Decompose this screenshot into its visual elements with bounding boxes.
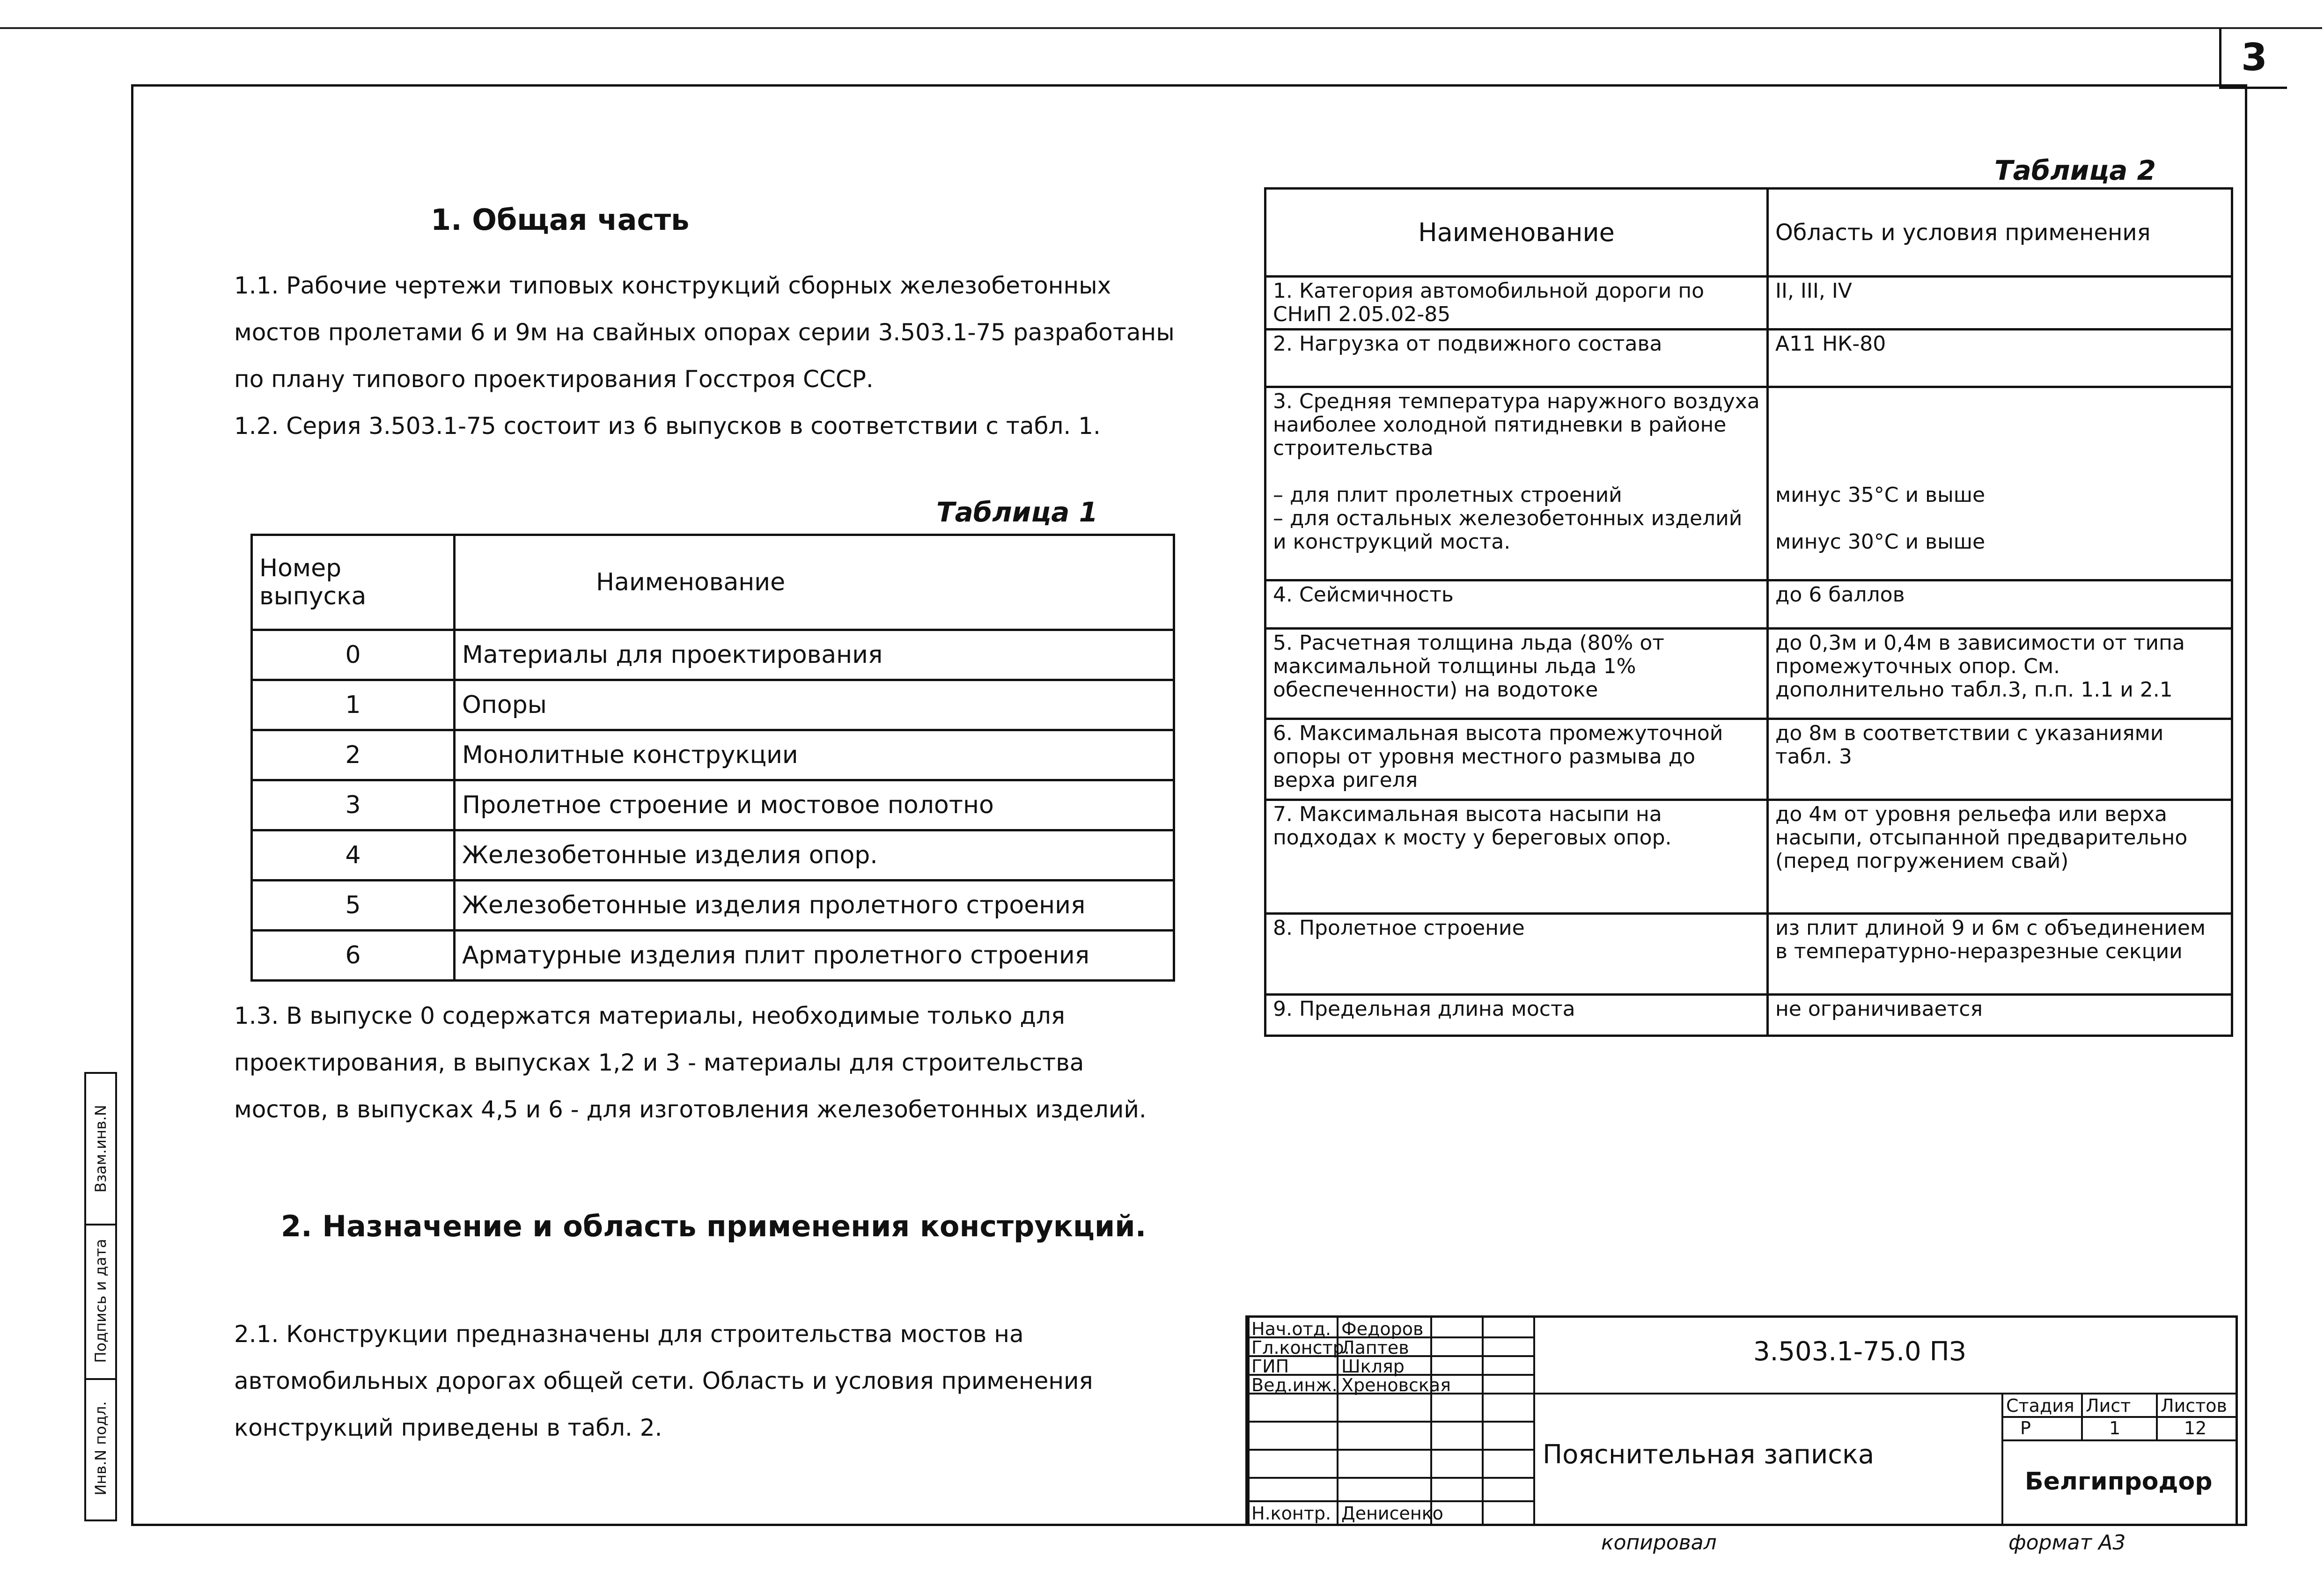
format-label: формат А3 — [2008, 1531, 2126, 1555]
table1-caption: Таблица 1 — [936, 496, 1098, 528]
paragraph-1-1: 1.1. Рабочие чертежи типовых конструкций сборных железобетонных мостов пролетами 6 и 9м на свайных опорах серии 3.503.1-75 разработаны по плану типового проектирования Госстроя СССР. — [234, 272, 1175, 393]
param-name: 5. Расчетная толщина льда (80% от максимальной толщины льда 1% обеспеченности) на водотоке — [1265, 629, 1768, 719]
side-cell — [86, 1224, 115, 1380]
issue-name: Пролетное строение и мостовое полотно — [455, 780, 1174, 830]
param-subname: – для плит пролетных строений — [1273, 483, 1622, 507]
issue-name: Опоры — [455, 680, 1174, 730]
param-name: 9. Предельная длина моста — [1265, 995, 1768, 1036]
issue-number: 6 — [252, 931, 455, 981]
issue-name: Материалы для проектирования — [455, 630, 1174, 680]
organization-name: Белгипродор — [2025, 1468, 2213, 1496]
table-row — [1265, 580, 2232, 629]
signer-name: Лаптев — [1341, 1337, 1409, 1358]
signer-name: Шкляр — [1341, 1356, 1405, 1377]
param-name: 4. Сейсмичность — [1265, 580, 1768, 629]
paragraph-2-1: 2.1. Конструкции предназначены для строительства мостов на автомобильных дорогах общей сети. Область и условия применения конструкций приведены в табл. 2. — [234, 1321, 1093, 1441]
section1-heading: 1. Общая часть — [431, 203, 690, 237]
paragraph-1-2: 1.2. Серия 3.503.1-75 состоит из 6 выпусков в соответствии с табл. 1. — [234, 412, 1101, 440]
issue-number: 4 — [252, 830, 455, 881]
sheet-number: 3 — [2219, 28, 2287, 89]
param-name: 8. Пролетное строение — [1265, 914, 1768, 995]
table1-header-row — [252, 535, 1174, 630]
table2-header-conditions: Область и условия применения — [1768, 189, 2232, 277]
table-row — [252, 780, 1174, 830]
param-value: II, III, IV — [1768, 277, 2232, 330]
param-value-group — [1768, 387, 2232, 580]
section2-heading: 2. Назначение и область применения конструкций. — [281, 1209, 1147, 1243]
signer-name: Хреновская — [1341, 1375, 1451, 1395]
side-label: Инв.N подл. — [92, 1401, 110, 1496]
copied-by-label: копировал — [1601, 1531, 1717, 1555]
table-row — [1265, 387, 2232, 580]
param-name-group — [1265, 387, 1768, 580]
sheets-value: 12 — [2184, 1418, 2207, 1439]
issue-name: Монолитные конструкции — [455, 730, 1174, 780]
table-row — [1265, 719, 2232, 800]
sheet-value: 1 — [2109, 1418, 2121, 1439]
param-value: до 6 баллов — [1768, 580, 2232, 629]
table-row — [1265, 277, 2232, 330]
stage-label: Стадия — [2006, 1395, 2074, 1416]
table-row — [1265, 914, 2232, 995]
side-label: Взам.инв.N — [92, 1105, 110, 1193]
param-name: 2. Нагрузка от подвижного состава — [1265, 330, 1768, 387]
side-label: Подпись и дата — [92, 1239, 110, 1363]
param-value: А11 НК-80 — [1768, 330, 2232, 387]
issue-number: 3 — [252, 780, 455, 830]
document-code: 3.503.1-75.0 ПЗ — [1753, 1336, 1966, 1367]
issue-number: 2 — [252, 730, 455, 780]
table-row — [252, 680, 1174, 730]
side-approval-strip — [84, 1072, 117, 1521]
document-title: Пояснительная записка — [1543, 1439, 1875, 1470]
param-subname: – для остальных железобетонных изделий и конструкций моста. — [1273, 506, 1743, 554]
issue-number: 0 — [252, 630, 455, 680]
param-value: из плит длиной 9 и 6м с объединением в температурно-неразрезные секции — [1768, 914, 2232, 995]
param-value: минус 30°С и выше — [1775, 530, 1986, 554]
param-name: 7. Максимальная высота насыпи на подходах к мосту у береговых опор. — [1265, 800, 1768, 914]
issue-name: Арматурные изделия плит пролетного строения — [455, 931, 1174, 981]
issue-number: 5 — [252, 881, 455, 931]
role: Н.контр. — [1251, 1503, 1331, 1524]
issue-name: Железобетонные изделия опор. — [455, 830, 1174, 881]
sheet-label: Лист — [2086, 1395, 2131, 1416]
param-value: до 0,3м и 0,4м в зависимости от типа промежуточных опор. См. дополнительно табл.3, п.п. 1.1 и 2.1 — [1768, 629, 2232, 719]
role: Нач.отд. — [1251, 1319, 1331, 1339]
table1-header-name: Наименование — [455, 535, 1174, 630]
table2-caption: Таблица 2 — [1994, 154, 2156, 186]
signer-name: Денисенко — [1341, 1503, 1443, 1524]
issue-name: Железобетонные изделия пролетного строения — [455, 881, 1174, 931]
paragraph-1-3: 1.3. В выпуске 0 содержатся материалы, необходимые только для проектирования, в выпусках 1,2 и 3 - материалы для строительства мостов, в выпусках 4,5 и 6 - для изготовления железобетонных изделий. — [234, 1002, 1147, 1123]
table-row — [252, 881, 1174, 931]
table-row — [252, 730, 1174, 780]
table-row — [252, 830, 1174, 881]
issue-number: 1 — [252, 680, 455, 730]
role: Гл.констр. — [1251, 1337, 1350, 1358]
table-row — [252, 931, 1174, 981]
table-row — [1265, 800, 2232, 914]
table-row — [1265, 330, 2232, 387]
table-row — [1265, 995, 2232, 1036]
side-cell — [86, 1378, 115, 1519]
table2 — [1264, 187, 2233, 1037]
top-edge-line — [0, 27, 2322, 29]
title-block — [1245, 1315, 2238, 1526]
param-value: минус 35°С и выше — [1775, 483, 1986, 507]
signer-name: Федоров — [1341, 1319, 1424, 1339]
table1 — [250, 534, 1175, 982]
side-cell — [86, 1074, 115, 1226]
param-value: до 4м от уровня рельефа или верха насыпи, отсыпанной предварительно (перед погружением свай) — [1768, 800, 2232, 914]
role: Вед.инж. — [1251, 1375, 1338, 1395]
table-row — [1265, 629, 2232, 719]
stage-value: Р — [2020, 1418, 2031, 1439]
table2-header-name: Наименование — [1265, 189, 1768, 277]
role: ГИП — [1251, 1356, 1289, 1377]
table1-header-number: Номер выпуска — [252, 535, 455, 630]
param-name: 6. Максимальная высота промежуточной опоры от уровня местного размыва до верха ригеля — [1265, 719, 1768, 800]
param-name: 3. Средняя температура наружного воздуха наиболее холодной пятидневки в районе строительства — [1273, 389, 1760, 460]
param-name: 1. Категория автомобильной дороги по СНиП 2.05.02-85 — [1265, 277, 1768, 330]
table2-header-row — [1265, 189, 2232, 277]
param-value: не ограничивается — [1768, 995, 2232, 1036]
param-value: до 8м в соответствии с указаниями табл. 3 — [1768, 719, 2232, 800]
sheets-label: Листов — [2161, 1395, 2227, 1416]
table-row — [252, 630, 1174, 680]
